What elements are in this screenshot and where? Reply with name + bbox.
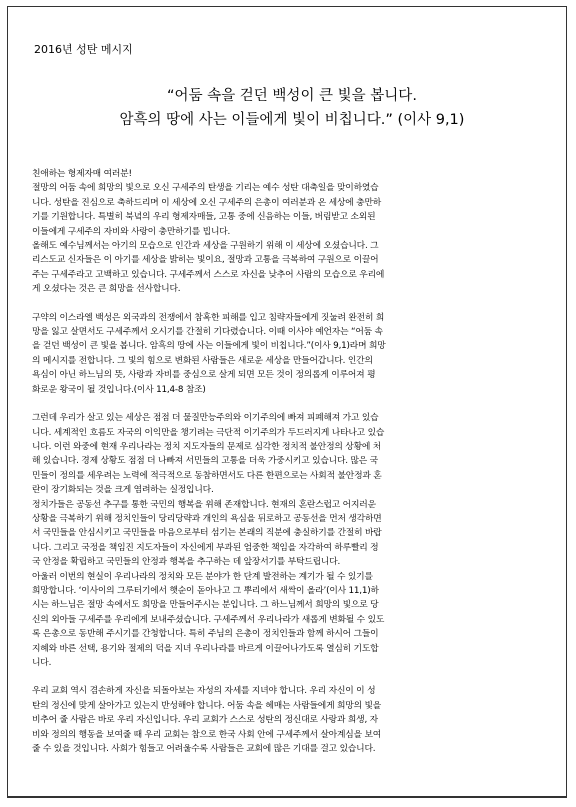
paragraph-line: 그런데 우리가 살고 있는 세상은 점점 더 물질만능주의와 이기주의에 빠져 피폐해져 가고 있습 [32, 413, 379, 424]
paragraph-line: 비와 정의의 행동을 보여줄 때 우리 교회는 참으로 한국 사회 안에 구세주께서 살아계심을 보여 [32, 729, 382, 740]
quote-line-2: 암흑의 땅에 사는 이들에게 빛이 비칩니다.” (이사 9,1) [119, 112, 465, 128]
paragraph-line: 민들이 정의를 세우려는 노력에 적극적으로 동참하면서도 다른 한편으로는 사회적 불안정과 혼 [32, 470, 382, 481]
paragraph [32, 167, 552, 297]
paragraph-line: 지혜와 바른 선택, 용기와 절제의 덕을 지녀 우리나라를 바르게 이끌어나가도록 열심히 기도합 [32, 643, 379, 654]
paragraph-line: 욕심이 아닌 하느님의 뜻, 사랑과 자비를 중심으로 살게 되면 모든 것이 정의롭게 이루어져 평 [32, 370, 376, 381]
paragraph-line: 시는 하느님은 절망 속에서도 희망을 만들어주시는 분입니다. 그 하느님께서 희망의 빛으로 당 [32, 600, 379, 611]
paragraph-line: 서 국민들을 안심시키고 국민들을 마음으로부터 섬기는 본래의 직분에 충실하기를 간절히 바랍 [32, 528, 382, 539]
paragraph-line: 니다. 그리고 국정을 책임진 지도자들이 자신에게 부과된 엄중한 책임을 자각하여 하루빨리 정 [32, 542, 379, 553]
message-body [32, 167, 552, 756]
paragraph-line: 비추어 줄 사람은 바로 우리 자신입니다. 우리 교회가 스스로 성탄의 정신대로 사랑과 희생, 자 [32, 715, 378, 726]
paragraph-line: 구약의 이스라엘 백성은 외국과의 전쟁에서 참혹한 피해를 입고 침략자들에게 짓눌려 완전히 희 [32, 312, 385, 323]
paragraph-line: 록 은총으로 동반해 주시기를 간청합니다. 특히 주님의 은총이 정치인들과 함께 하시어 그들이 [32, 629, 379, 640]
paragraph [32, 311, 552, 397]
paragraph-line: 아울러 이번의 현실이 우리나라의 정치와 모든 분야가 한 단계 발전하는 계기가 될 수 있기를 [32, 571, 373, 582]
paragraph-line: 상황을 극복하기 위해 정치인들이 당리당략과 개인의 욕심을 뒤로하고 공동선을 먼저 생각하면 [32, 513, 382, 524]
paragraph [32, 684, 552, 756]
paragraph-line: 정치가들은 공동선 추구를 통한 국민의 행복을 위해 존재합니다. 현재의 혼란스럽고 어지러운 [32, 499, 376, 510]
paragraph-line: 의 메시지를 전합니다. 그 빛의 힘으로 변화된 사람들은 새로운 세상을 만들어갑니다. 인간의 [32, 355, 373, 366]
paragraph-line: 망을 잃고 살면서도 구세주께서 오시기를 간절히 기다렸습니다. 이때 이사야 예언자는 “어둠 속 [32, 327, 383, 338]
paragraph-line: 희망합니다. ‘이사이의 그루터기에서 햇순이 돋아나고 그 뿌리에서 새싹이 올라’(이사 11,1)하 [32, 585, 379, 596]
paragraph-line: 화로운 왕국이 될 것입니다.(이사 11,4-8 참조) [32, 384, 206, 395]
paragraph-line: 란이 장기화되는 것을 크게 염려하는 실정입니다. [32, 485, 214, 496]
document-page [7, 6, 567, 798]
paragraph-line: 니다. 이런 와중에 현재 우리나라는 정치 지도자들의 문제로 심각한 정치적 불안정의 상황에 처 [32, 441, 382, 452]
document-header-title: 2016년 성탄 메시지 [34, 43, 133, 56]
paragraph-line: 니다. 성탄을 진심으로 축하드리며 이 세상에 오신 구세주의 은총이 여러분과 온 세상에 충만하 [32, 197, 382, 208]
paragraph-line: 국 안정을 확립하고 국민들의 안정과 행복을 추구하는 데 앞장서기를 부탁드립니다. [32, 557, 341, 568]
paragraph-line: 이들에게 구세주의 자비와 사랑이 충만하기를 빕니다. [32, 226, 231, 237]
paragraph [32, 411, 552, 670]
paragraph-line: 탄의 정신에 맞게 살아가고 있는지 반성해야 합니다. 어둠 속을 헤매는 사람들에게 희망의 빛을 [32, 700, 382, 711]
paragraph-line: 절망의 어둠 속에 희망의 빛으로 오신 구세주의 탄생을 기리는 예수 성탄 대축일을 맞이하였습 [32, 183, 379, 194]
paragraph-line: 게 오셨다는 것은 큰 희망을 선사합니다. [32, 284, 181, 295]
paragraph-line: 해 있습니다. 경제 상황도 점점 더 나빠져 서민들의 고통을 더욱 가중시키고 있습니다. 많은 국 [32, 456, 378, 467]
paragraph-line: 니다. 세계적인 흐름도 자국의 이익만을 챙기려는 극단적 이기주의가 두드러지게 나타나고 있습 [32, 427, 385, 438]
scripture-quote [32, 84, 552, 132]
paragraph-line: 리스도교 신자들은 이 아기를 세상을 밝히는 빛이요, 절망과 고통을 극복하여 구원으로 이끌어 [32, 255, 379, 266]
paragraph-line: 올해도 예수님께서는 아기의 모습으로 인간과 세상을 구원하기 위해 이 세상에 오셨습니다. 그 [32, 241, 379, 252]
paragraph-line: 줄 수 있을 것입니다. 사회가 힘들고 어려울수록 사람들은 교회에 많은 기대를 걸고 있습니다. [32, 744, 376, 755]
paragraph-line: 신의 외아들 구세주를 우리에게 보내주셨습니다. 구세주께서 우리나라가 새롭게 변화될 수 있도 [32, 614, 385, 625]
paragraph-line: 친애하는 형제자매 여러분! [32, 169, 132, 179]
page-bottom-rule [8, 796, 566, 797]
paragraph-line: 주는 구세주라고 고백하고 있습니다. 구세주께서 스스로 자신을 낮추어 사람의 모습으로 우리에 [32, 269, 385, 280]
paragraph-line: 을 걷던 백성이 큰 빛을 봅니다. 암흑의 땅에 사는 이들에게 빛이 비칩니다.”(이사 9,1)라며 희망 [32, 341, 386, 352]
paragraph-line: 우리 교회 역시 겸손하게 자신을 되돌아보는 자성의 자세를 지녀야 합니다. 우리 자신이 이 성 [32, 686, 376, 697]
paragraph-line: 기를 기원합니다. 특별히 북녘의 우리 형제자매들, 고통 중에 신음하는 이들, 버림받고 소외된 [32, 212, 376, 223]
paragraph-line: 니다. [32, 658, 52, 668]
quote-line-1: “어둠 속을 걷던 백성이 큰 빛을 봅니다. [167, 88, 417, 104]
